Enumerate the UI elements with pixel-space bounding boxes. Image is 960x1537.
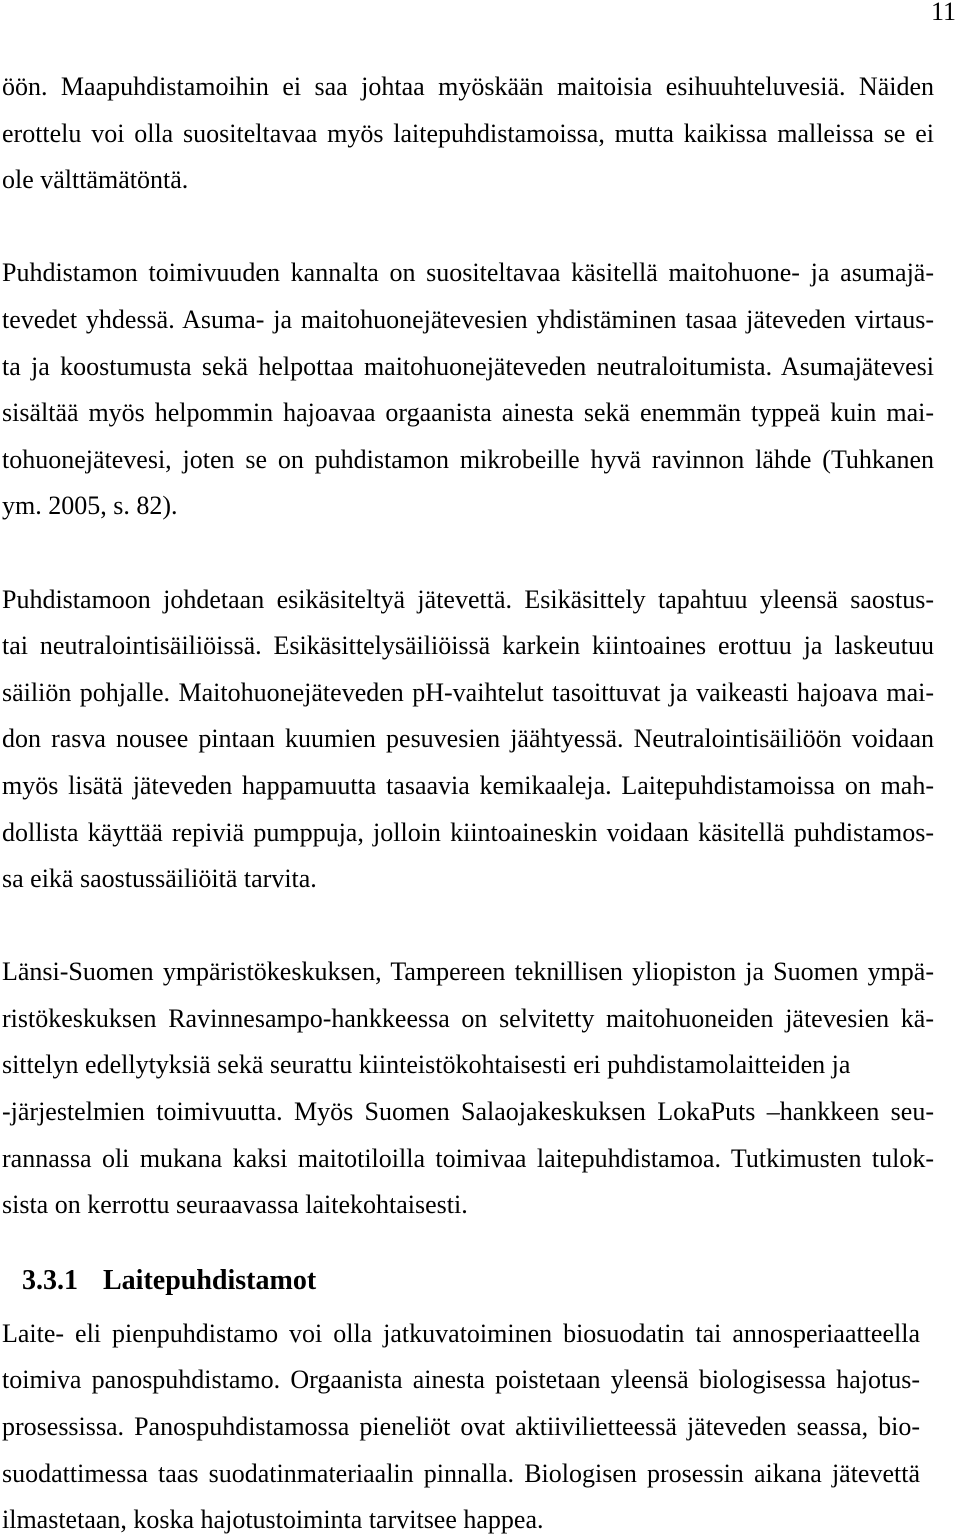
text-line: rannassa oli mukana kaksi maitotiloilla toimivaa laitepuhdistamoa. Tutkimusten tulok- xyxy=(2,1143,934,1173)
paragraph xyxy=(2,957,934,1220)
page-number: 11 xyxy=(930,0,956,26)
text-line: Laite- eli pienpuhdistamo voi olla jatkuvatoiminen biosuodatin tai annosperiaatteella xyxy=(2,1318,920,1348)
section-number: 3.3.1 xyxy=(22,1265,78,1296)
section-heading xyxy=(2,1266,934,1296)
text-line: Länsi-Suomen ympäristökeskuksen, Tampereen teknillisen yliopiston ja Suomen ympä- xyxy=(2,957,934,987)
text-line: suodattimessa taas suodatinmateriaalin pinnalla. Biologisen prosessin aikana jätevettä xyxy=(2,1458,920,1488)
page-body xyxy=(2,72,934,1535)
text-line: -järjestelmien toimivuutta. Myös Suomen Salaojakeskuksen LokaPuts –hankkeen seu- xyxy=(2,1097,934,1127)
text-line: öön. Maapuhdistamoihin ei saa johtaa myöskään maitoisia esihuuhteluvesiä. Näiden xyxy=(2,72,934,101)
text-line: ta ja koostumusta sekä helpottaa maitohuonejäteveden neutraloitumista. Asumajätevesi xyxy=(2,351,934,381)
text-line: tai neutralointisäiliöissä. Esikäsittelysäiliöissä karkein kiintoaines erottuu ja laskeutuu xyxy=(2,631,934,661)
text-line: säiliön pohjalle. Maitohuonejäteveden pH-vaihtelut tasoittuvat ja vaikeasti hajoava mai- xyxy=(2,677,934,707)
paragraph xyxy=(2,72,934,195)
text-line: prosessissa. Panospuhdistamossa pieneliöt ovat aktiivilietteessä jäteveden seassa, bio- xyxy=(2,1412,920,1442)
text-line: myös lisätä jäteveden happamuutta tasaavia kemikaaleja. Laitepuhdistamoissa on mah- xyxy=(2,770,934,800)
text-line: dollista käyttää repiviä pumppuja, jolloin kiintoaineskin voidaan käsitellä puhdistamos- xyxy=(2,817,934,847)
text-line: sittelyn edellytyksiä sekä seurattu kiinteistökohtaisesti eri puhdistamolaitteiden ja xyxy=(2,1050,851,1080)
text-line: ilmastetaan, koska hajotustoiminta tarvitsee happea. xyxy=(2,1505,544,1535)
paragraph xyxy=(2,585,934,895)
text-line: sa eikä saostussäiliöitä tarvita. xyxy=(2,864,317,894)
text-line: toimiva panospuhdistamo. Orgaanista ainesta poistetaan yleensä biologisessa hajotus- xyxy=(2,1365,920,1395)
text-line: Puhdistamoon johdetaan esikäsiteltyä jätevettä. Esikäsittely tapahtuu yleensä saostus- xyxy=(2,584,934,614)
text-line: ristökeskuksen Ravinnesampo-hankkeessa on selvitetty maitohuoneiden jätevesien kä- xyxy=(2,1003,934,1033)
paragraph xyxy=(2,1319,934,1535)
paragraph xyxy=(2,258,934,521)
text-line: Puhdistamon toimivuuden kannalta on suositeltavaa käsitellä maitohuone- ja asumajä- xyxy=(2,258,934,288)
text-line: ole välttämätöntä. xyxy=(2,165,189,195)
text-line: erottelu voi olla suositeltavaa myös laitepuhdistamoissa, mutta kaikissa malleissa se ei xyxy=(2,118,934,148)
text-line: don rasva nousee pintaan kuumien pesuvesien jäähtyessä. Neutralointisäiliöön voidaan xyxy=(2,724,934,754)
section-title: Laitepuhdistamot xyxy=(103,1265,317,1296)
text-line: sisältää myös helpommin hajoavaa orgaanista ainesta sekä enemmän typpeä kuin mai- xyxy=(2,398,934,428)
text-line: sista on kerrottu seuraavassa laitekohtaisesti. xyxy=(2,1190,468,1220)
text-line: tohuonejätevesi, joten se on puhdistamon mikrobeille hyvä ravinnon lähde (Tuhkanen xyxy=(2,444,934,474)
text-line: tevedet yhdessä. Asuma- ja maitohuonejätevesien yhdistäminen tasaa jäteveden virtaus- xyxy=(2,304,934,334)
text-line: ym. 2005, s. 82). xyxy=(2,491,178,521)
